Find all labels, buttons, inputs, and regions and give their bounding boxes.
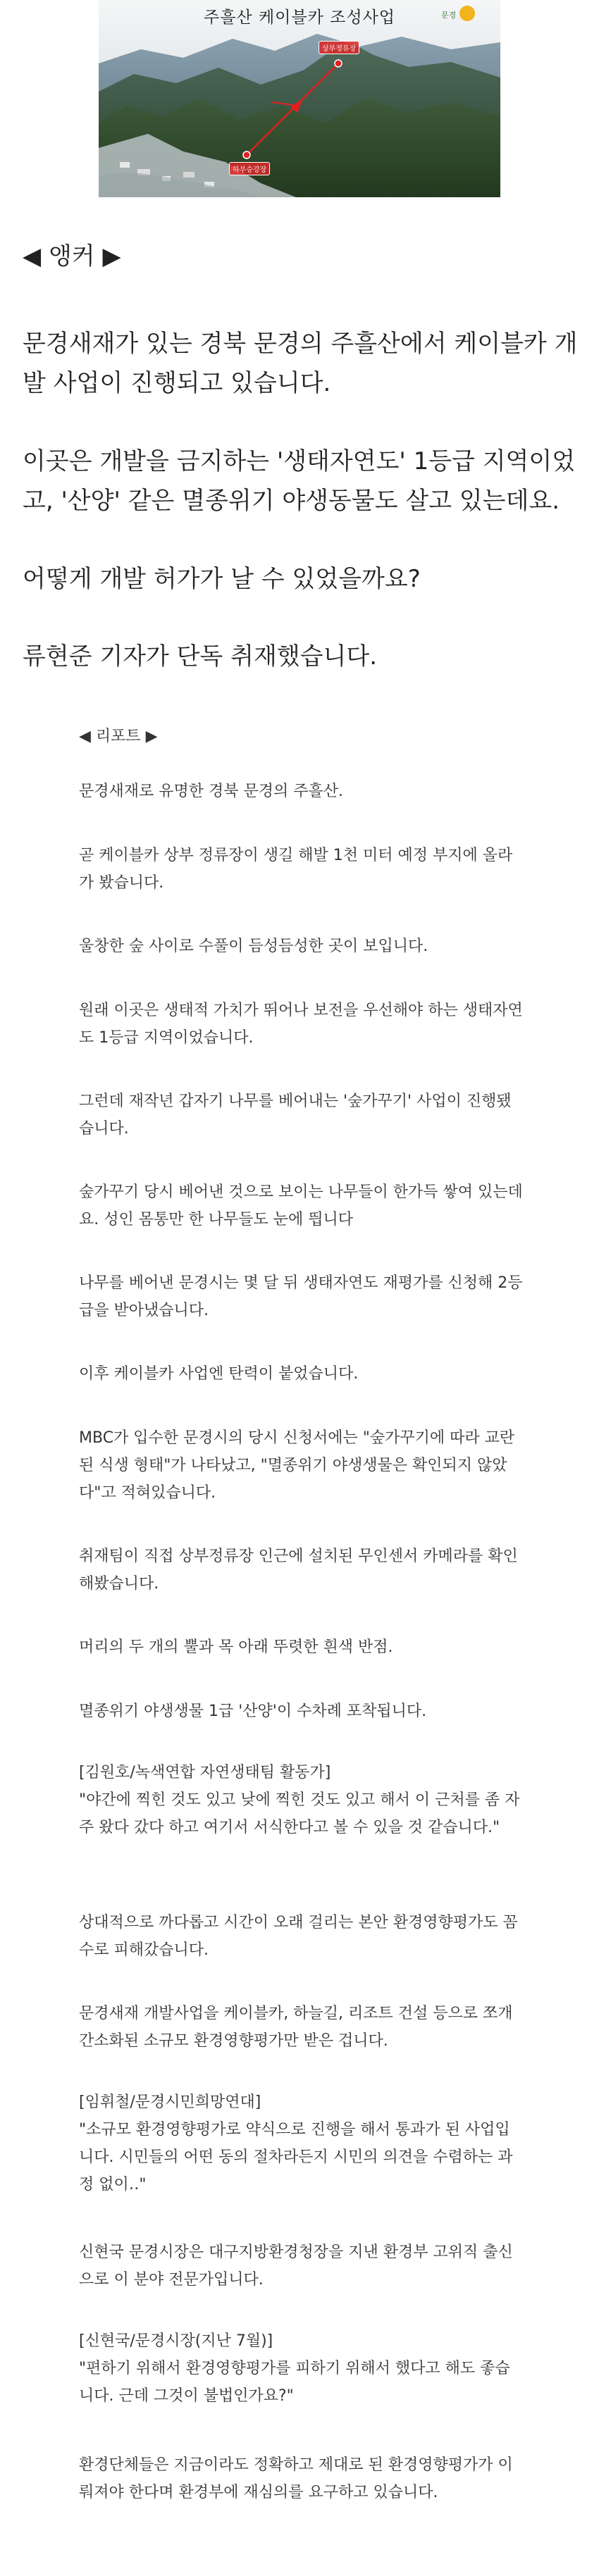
- anchor-heading: ◀ 앵커 ▶: [23, 242, 121, 270]
- quote-block-3: [79, 2327, 523, 2410]
- quote-block-1: [79, 1759, 523, 1841]
- report-paragraph-16: 환경단체들은 지금이라도 정확하고 제대로 된 환경영향평가가 이뤄져야 한다며 환경부에 재심의를 요구하고 있습니다.: [79, 2456, 513, 2501]
- anchor-paragraph-4: 류현준 기자가 단독 취재했습니다.: [23, 642, 378, 671]
- quote-speaker-1: [김원호/녹색연합 자연생태팀 활동가]: [79, 1764, 331, 1781]
- report-paragraph-7: 나무를 베어낸 문경시는 몇 달 뒤 생태자연도 재평가를 신청해 2등급을 받아냈습니다.: [79, 1274, 523, 1319]
- report-paragraph-12: 멸종위기 야생생물 1급 '산양'이 수차례 포착됩니다.: [79, 1703, 427, 1720]
- mountain-aerial-photo: [99, 0, 500, 197]
- upper-station-label: 상부정류장: [319, 41, 359, 54]
- lower-station-label: 하부승강장: [229, 162, 270, 175]
- report-paragraph-1: 문경새재로 유명한 경북 문경의 주흘산.: [79, 783, 343, 800]
- report-paragraph-4: 원래 이곳은 생태적 가치가 뛰어나 보전을 우선해야 하는 생태자연도 1등급 지역이었습니다.: [79, 1002, 523, 1047]
- report-paragraph-3: 울창한 숲 사이로 수풀이 듬성듬성한 곳이 보입니다.: [79, 938, 428, 955]
- quote-text-2: "소규모 환경영향평가로 약식으로 진행을 해서 통과가 된 사업입니다. 시민들의 어떤 동의 절차라든지 시민의 의견을 수렴하는 과정 없이‥": [79, 2121, 513, 2194]
- hero-image: [99, 0, 500, 197]
- report-heading: ◀ 리포트 ▶: [79, 728, 158, 745]
- city-logo-text: 문경: [441, 11, 457, 20]
- report-paragraph-15: 신현국 문경시장은 대구지방환경청장을 지낸 환경부 고위직 출신으로 이 분야 전문가입니다.: [79, 2244, 513, 2289]
- quote-speaker-3: [신현국/문경시장(지난 7월)]: [79, 2332, 273, 2350]
- report-paragraph-10: 취재팀이 직접 상부정류장 인근에 설치된 무인센서 카메라를 확인해봤습니다.: [79, 1548, 518, 1593]
- anchor-paragraph-1: 문경새재가 있는 경북 문경의 주흘산에서 케이블카 개발 사업이 진행되고 있습니다.: [23, 330, 578, 397]
- quote-block-2: [79, 2089, 523, 2198]
- city-logo-icon: [436, 4, 485, 25]
- report-paragraph-14: 문경새재 개발사업을 케이블카, 하늘길, 리조트 건설 등으로 쪼개 간소화된 소규모 환경영향평가만 받은 겁니다.: [79, 2005, 513, 2050]
- report-paragraph-5: 그런데 재작년 갑자기 나무를 베어내는 '숲가꾸기' 사업이 진행됐습니다.: [79, 1093, 512, 1138]
- report-paragraph-9: MBC가 입수한 문경시의 당시 신청서에는 "숲가꾸기에 따라 교란된 식생 형태"가 나타났고, "멸종위기 야생생물은 확인되지 않았다"고 적혀있습니다.: [79, 1429, 515, 1502]
- quote-text-1: "야간에 찍힌 것도 있고 낮에 찍힌 것도 있고 해서 이 근처를 좀 자주 왔다 갔다 하고 여기서 서식한다고 볼 수 있을 것 같습니다.": [79, 1791, 520, 1836]
- report-paragraph-13: 상대적으로 까다롭고 시간이 오래 걸리는 본안 환경영향평가도 꼼수로 피해갔습니다.: [79, 1914, 518, 1959]
- anchor-paragraph-3: 어떻게 개발 허가가 날 수 있었을까요?: [23, 565, 421, 593]
- report-paragraph-2: 곧 케이블카 상부 정류장이 생길 해발 1천 미터 예정 부지에 올라가 봤습니다.: [79, 847, 513, 892]
- quote-speaker-2: [임휘철/문경시민희망연대]: [79, 2093, 261, 2111]
- report-paragraph-8: 이후 케이블카 사업엔 탄력이 붙었습니다.: [79, 1365, 359, 1383]
- report-paragraph-11: 머리의 두 개의 뿔과 목 아래 뚜렷한 흰색 반점.: [79, 1638, 393, 1656]
- hero-title: 주흘산 케이블카 조성사업: [203, 8, 396, 27]
- report-paragraph-6: 숲가꾸기 당시 베어낸 것으로 보이는 나무들이 한가득 쌓여 있는데요. 성인 몸통만 한 나무들도 눈에 띕니다: [79, 1183, 523, 1228]
- quote-text-3: "편하기 위해서 환경영향평가를 피하기 위해서 했다고 해도 좋습니다. 근데 그것이 불법인가요?": [79, 2360, 510, 2405]
- anchor-paragraph-2: 이곳은 개발을 금지하는 '생태자연도' 1등급 지역이었고, '산양' 같은 멸종위기 야생동물도 살고 있는데요.: [23, 447, 576, 515]
